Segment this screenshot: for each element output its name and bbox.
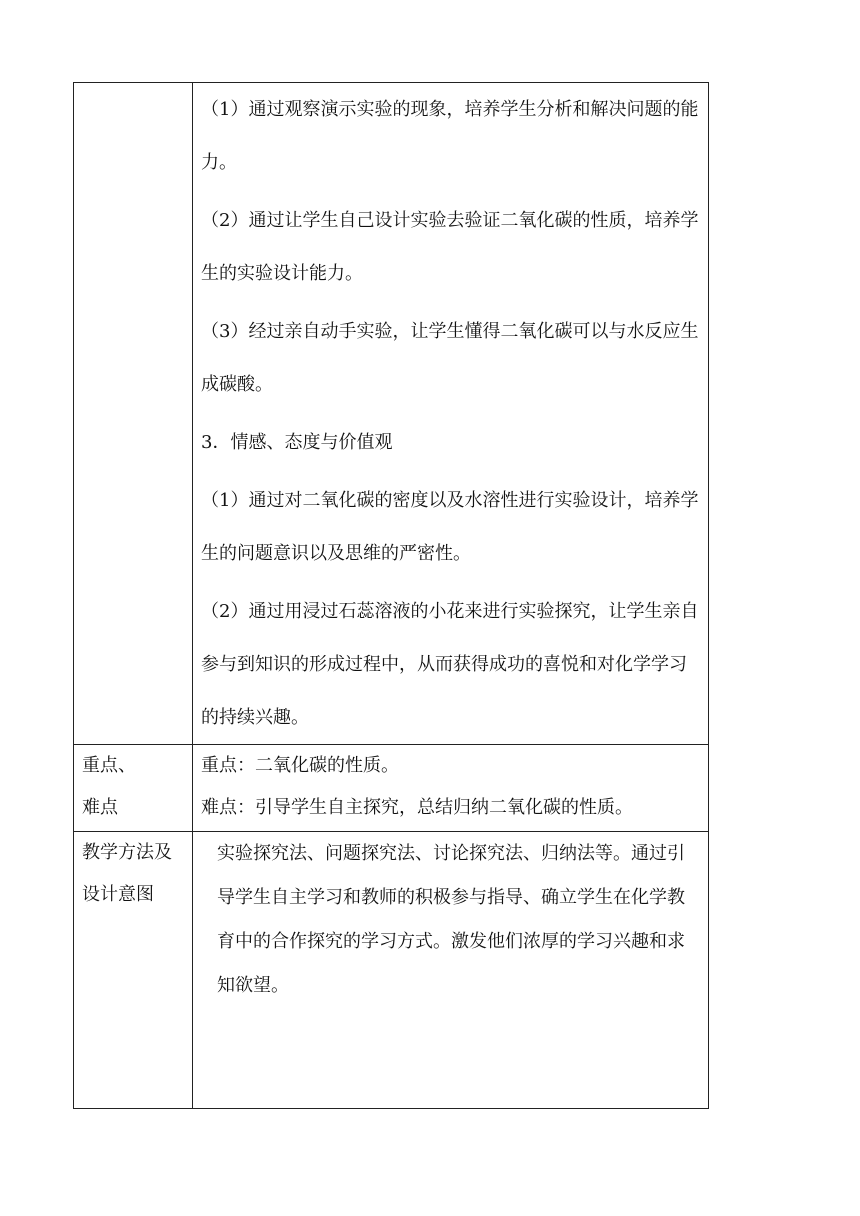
methods-content-cell — [193, 832, 709, 1109]
objective-paragraph: （1）通过对二氧化碳的密度以及水溶性进行实验设计，培养学生的问题意识以及思维的严密性。 — [201, 490, 699, 564]
methods-label-cell — [74, 832, 193, 1109]
methods-text: 实验探究法、问题探究法、讨论探究法、归纳法等。通过引导学生自主学习和教师的积极参与指导、确立学生在化学教育中的合作探究的学习方式。激发他们浓厚的学习兴趣和求知欲望。 — [217, 843, 685, 996]
objectives-row — [74, 83, 709, 745]
objective-paragraph: （2）通过用浸过石蕊溶液的小花来进行实验探究，让学生亲自参与到知识的形成过程中，从而获得成功的喜悦和对化学学习的持续兴趣。 — [201, 601, 699, 728]
key-points-label-cell — [74, 745, 193, 832]
key-points-label: 难点 — [82, 797, 118, 818]
section-heading: 3．情感、态度与价值观 — [201, 432, 393, 453]
lesson-plan-table — [73, 82, 709, 1109]
objective-paragraph: （3）经过亲自动手实验，让学生懂得二氧化碳可以与水反应生成碳酸。 — [201, 321, 699, 395]
difficulty-text: 难点：引导学生自主探究，总结归纳二氧化碳的性质。 — [201, 797, 633, 818]
key-points-row — [74, 745, 709, 832]
objectives-content-cell — [193, 83, 709, 745]
key-point-text: 重点：二氧化碳的性质。 — [201, 755, 399, 776]
objective-paragraph: （2）通过让学生自己设计实验去验证二氧化碳的性质，培养学生的实验设计能力。 — [201, 210, 699, 284]
key-points-content-cell — [193, 745, 709, 832]
objective-paragraph: （1）通过观察演示实验的现象，培养学生分析和解决问题的能力。 — [201, 99, 699, 173]
key-points-label: 重点、 — [82, 755, 136, 776]
methods-row — [74, 832, 709, 1109]
objectives-label-cell — [74, 83, 193, 745]
methods-label: 设计意图 — [82, 884, 154, 905]
methods-label: 教学方法及 — [82, 842, 172, 863]
